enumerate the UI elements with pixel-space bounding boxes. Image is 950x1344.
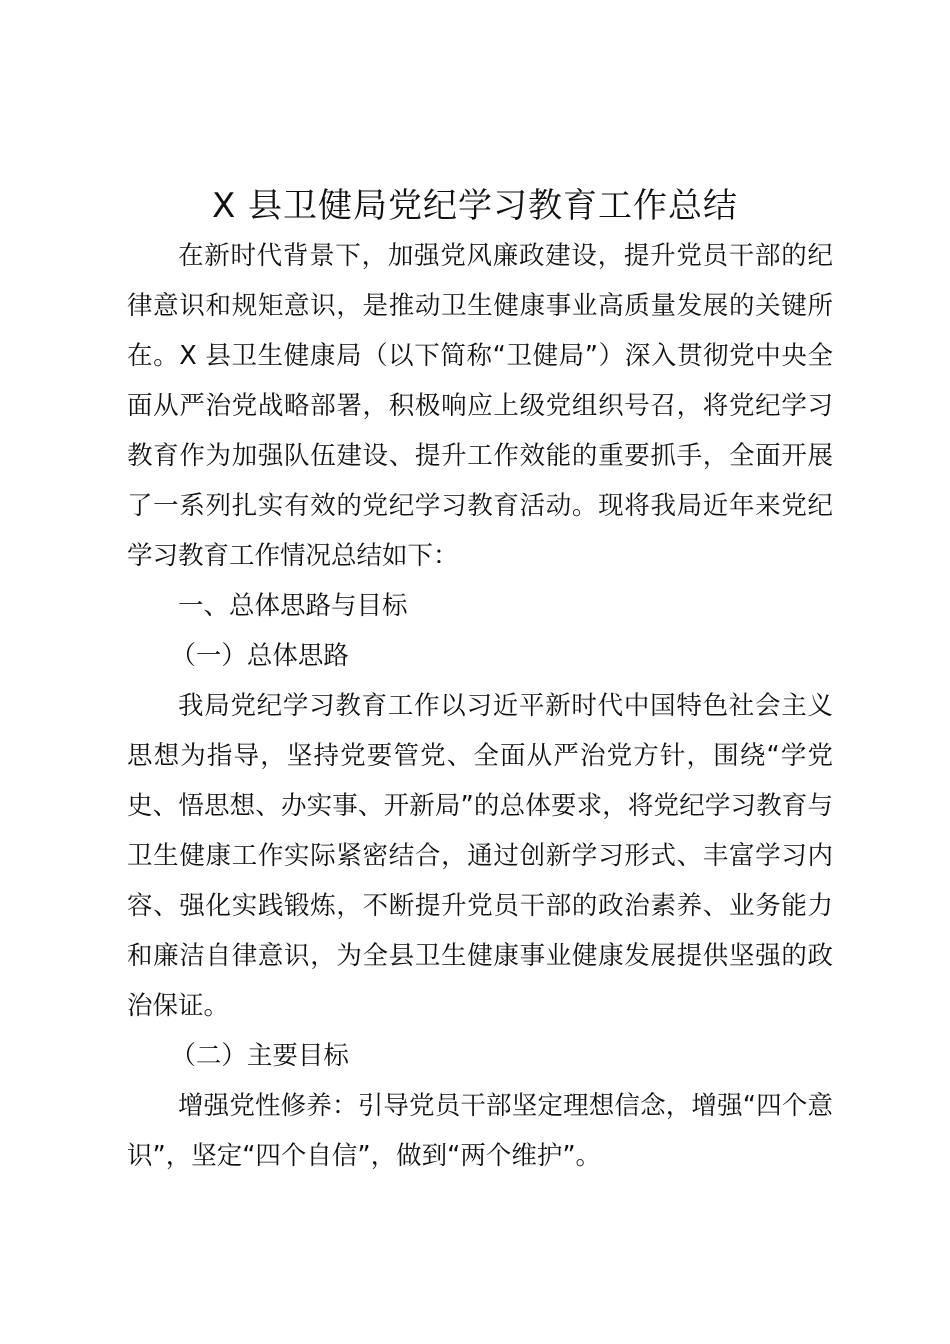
subsection-paragraph-2: 增强党性修养：引导党员干部坚定理想信念，增强“四个意识”，坚定“四个自信”，做到“两个维护”。 bbox=[127, 1091, 833, 1171]
section-heading-1: 一、总体思路与目标 bbox=[178, 591, 408, 621]
document-title: X 县卫健局党纪学习教育工作总结 bbox=[211, 186, 739, 226]
subsection-heading-2: （二）主要目标 bbox=[170, 1041, 349, 1071]
subsection-heading-1: （一）总体思路 bbox=[170, 641, 349, 671]
subsection-paragraph-1: 我局党纪学习教育工作以习近平新时代中国特色社会主义思想为指导，坚持党要管党、全面从严治党方针，围绕“学党史、悟思想、办实事、开新局”的总体要求，将党纪学习教育与卫生健康工作实际紧密结合，通过创新学习形式、丰富学习内容、强化实践锻炼，不断提升党员干部的政治素养、业务能力和廉洁自律意识，为全县卫生健康事业健康发展提供坚强的政治保证。 bbox=[127, 691, 833, 1021]
intro-paragraph: 在新时代背景下，加强党风廉政建设，提升党员干部的纪律意识和规矩意识，是推动卫生健康事业高质量发展的关键所在。X 县卫生健康局（以下简称“卫健局”）深入贯彻党中央全面从严治党战略部署，积极响应上级党组织号召，将党纪学习教育作为加强队伍建设、提升工作效能的重要抓手，全面开展了一系列扎实有效的党纪学习教育活动。现将我局近年来党纪学习教育工作情况总结如下： bbox=[127, 241, 833, 571]
document-body bbox=[127, 231, 833, 1181]
